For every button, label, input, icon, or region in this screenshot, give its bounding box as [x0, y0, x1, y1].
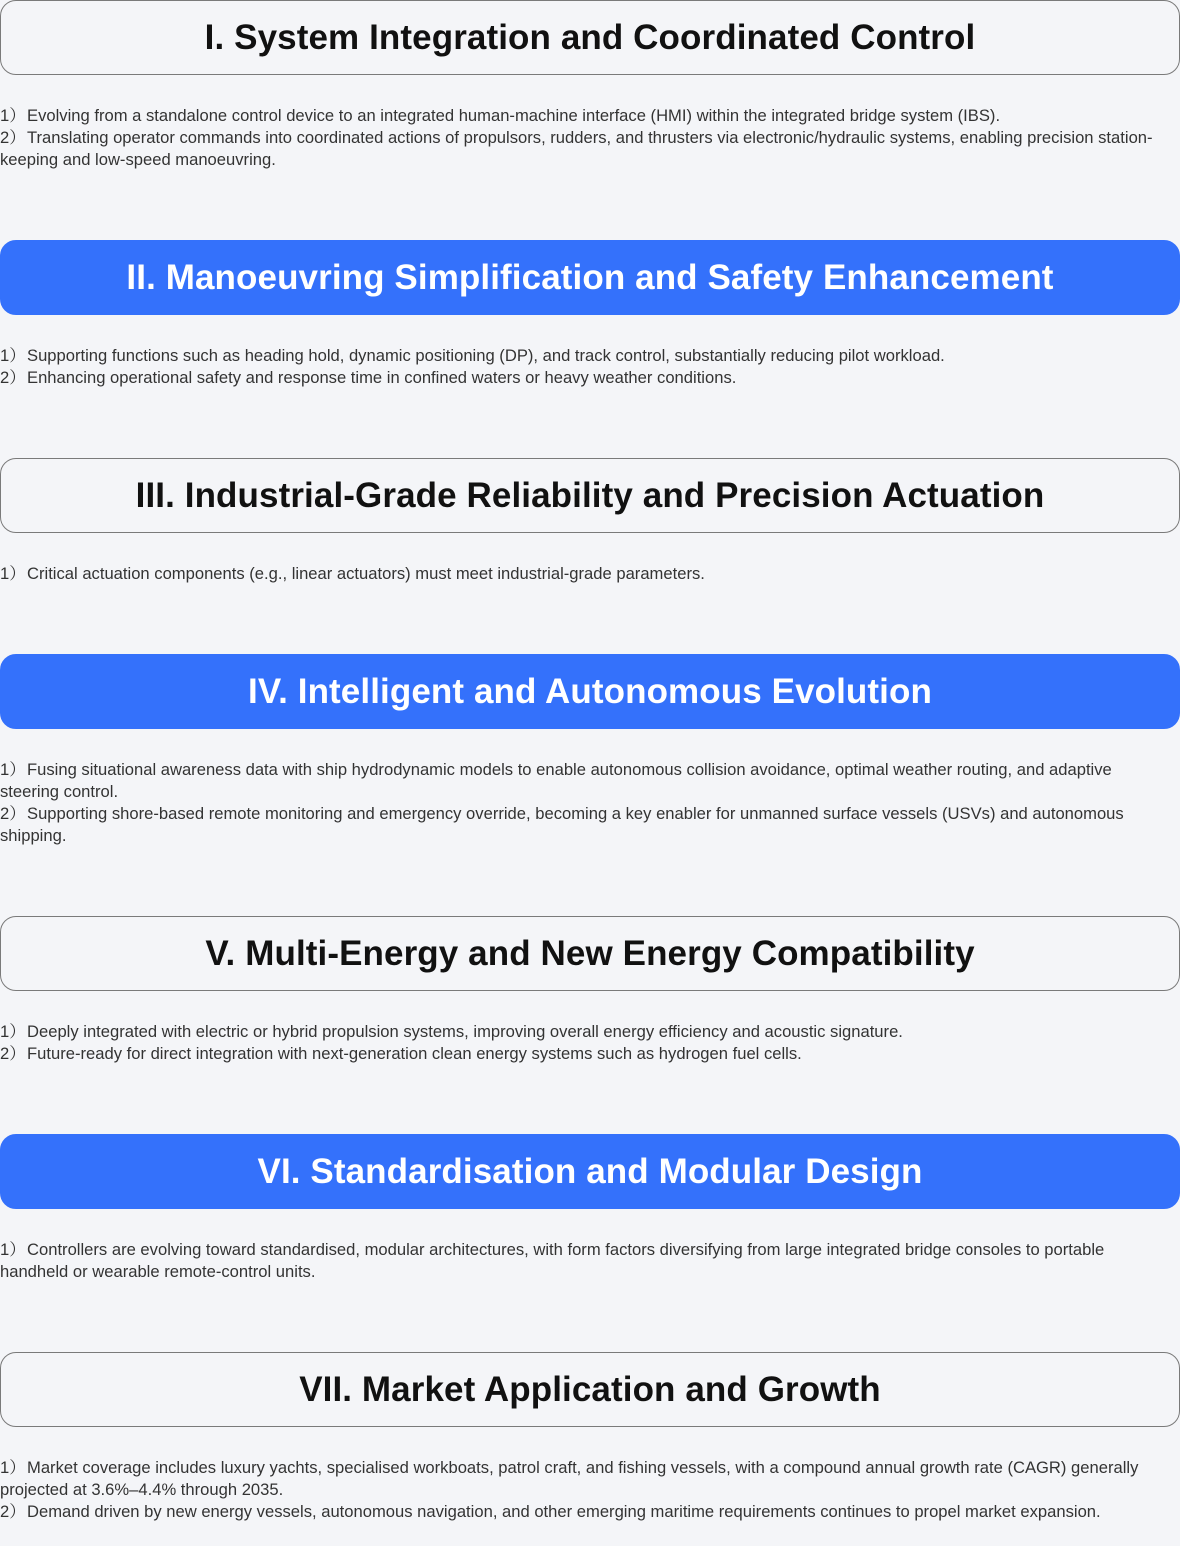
section-1-body: [0, 105, 1180, 171]
list-item: [0, 105, 1172, 127]
section-6: [0, 1134, 1180, 1283]
item-text: Supporting shore-based remote monitoring and emergency override, becoming a key enabler for unmanned surface vessels (USVs) and autonomous shipping.: [0, 804, 1124, 845]
item-text: Supporting functions such as heading hold, dynamic positioning (DP), and track control, substantially reducing pilot workload.: [27, 346, 945, 365]
list-item: [0, 1239, 1172, 1283]
section-3-title: III. Industrial-Grade Reliability and Precision Actuation: [135, 475, 1045, 515]
item-number: 2）: [0, 1502, 26, 1521]
section-4-title: IV. Intelligent and Autonomous Evolution: [248, 671, 932, 711]
item-number: 2）: [0, 1044, 26, 1063]
section-5-body: [0, 1021, 1180, 1065]
item-number: 2）: [0, 128, 26, 147]
section-5: [0, 916, 1180, 1065]
section-7-title: VII. Market Application and Growth: [299, 1369, 881, 1409]
section-6-header: [0, 1134, 1180, 1209]
section-2-title: II. Manoeuvring Simplification and Safety Enhancement: [126, 257, 1054, 297]
section-1-title: I. System Integration and Coordinated Control: [204, 17, 976, 57]
list-item: [0, 1043, 1172, 1065]
section-4: [0, 654, 1180, 847]
item-number: 1）: [0, 346, 26, 365]
item-number: 1）: [0, 1240, 26, 1259]
item-number: 1）: [0, 106, 26, 125]
item-text: Translating operator commands into coordinated actions of propulsors, rudders, and thrusters via electronic/hydraulic systems, enabling precision station-keeping and low-speed manoeuvring.: [0, 128, 1153, 169]
item-number: 1）: [0, 564, 26, 583]
item-text: Deeply integrated with electric or hybrid propulsion systems, improving overall energy efficiency and acoustic signature.: [27, 1022, 903, 1041]
list-item: [0, 759, 1172, 803]
section-3-header: [0, 458, 1180, 533]
section-3: [0, 458, 1180, 585]
section-6-title: VI. Standardisation and Modular Design: [257, 1151, 923, 1191]
item-number: 2）: [0, 804, 26, 823]
section-2-header: [0, 240, 1180, 315]
list-item: [0, 563, 1172, 585]
section-4-body: [0, 759, 1180, 847]
section-5-header: [0, 916, 1180, 991]
item-text: Controllers are evolving toward standardised, modular architectures, with form factors diversifying from large integrated bridge consoles to portable handheld or wearable remote-control units.: [0, 1240, 1105, 1281]
section-1-header: [0, 0, 1180, 75]
item-number: 1）: [0, 1022, 26, 1041]
item-text: Evolving from a standalone control device to an integrated human-machine interface (HMI) within the integrated bridge system (IBS).: [27, 106, 1001, 125]
item-text: Demand driven by new energy vessels, autonomous navigation, and other emerging maritime requirements continues to propel market expansion.: [27, 1502, 1101, 1521]
section-2: [0, 240, 1180, 389]
item-text: Future-ready for direct integration with next-generation clean energy systems such as hydrogen fuel cells.: [27, 1044, 802, 1063]
list-item: [0, 367, 1172, 389]
list-item: [0, 1457, 1172, 1501]
item-number: 2）: [0, 368, 26, 387]
item-number: 1）: [0, 760, 26, 779]
section-3-body: [0, 563, 1180, 585]
item-text: Critical actuation components (e.g., linear actuators) must meet industrial-grade parameters.: [27, 564, 705, 583]
list-item: [0, 345, 1172, 367]
list-item: [0, 803, 1172, 847]
section-2-body: [0, 345, 1180, 389]
section-7: [0, 1352, 1180, 1523]
list-item: [0, 1021, 1172, 1043]
section-1: [0, 0, 1180, 171]
list-item: [0, 127, 1172, 171]
item-text: Market coverage includes luxury yachts, specialised workboats, patrol craft, and fishing vessels, with a compound annual growth rate (CAGR) generally projected at 3.6%–4.4% through 2035.: [0, 1458, 1139, 1499]
item-text: Enhancing operational safety and response time in confined waters or heavy weather conditions.: [27, 368, 737, 387]
item-number: 1）: [0, 1458, 26, 1477]
item-text: Fusing situational awareness data with ship hydrodynamic models to enable autonomous collision avoidance, optimal weather routing, and adaptive steering control.: [0, 760, 1112, 801]
section-4-header: [0, 654, 1180, 729]
section-5-title: V. Multi-Energy and New Energy Compatibility: [205, 933, 975, 973]
section-6-body: [0, 1239, 1180, 1283]
list-item: [0, 1501, 1172, 1523]
section-7-header: [0, 1352, 1180, 1427]
section-7-body: [0, 1457, 1180, 1523]
